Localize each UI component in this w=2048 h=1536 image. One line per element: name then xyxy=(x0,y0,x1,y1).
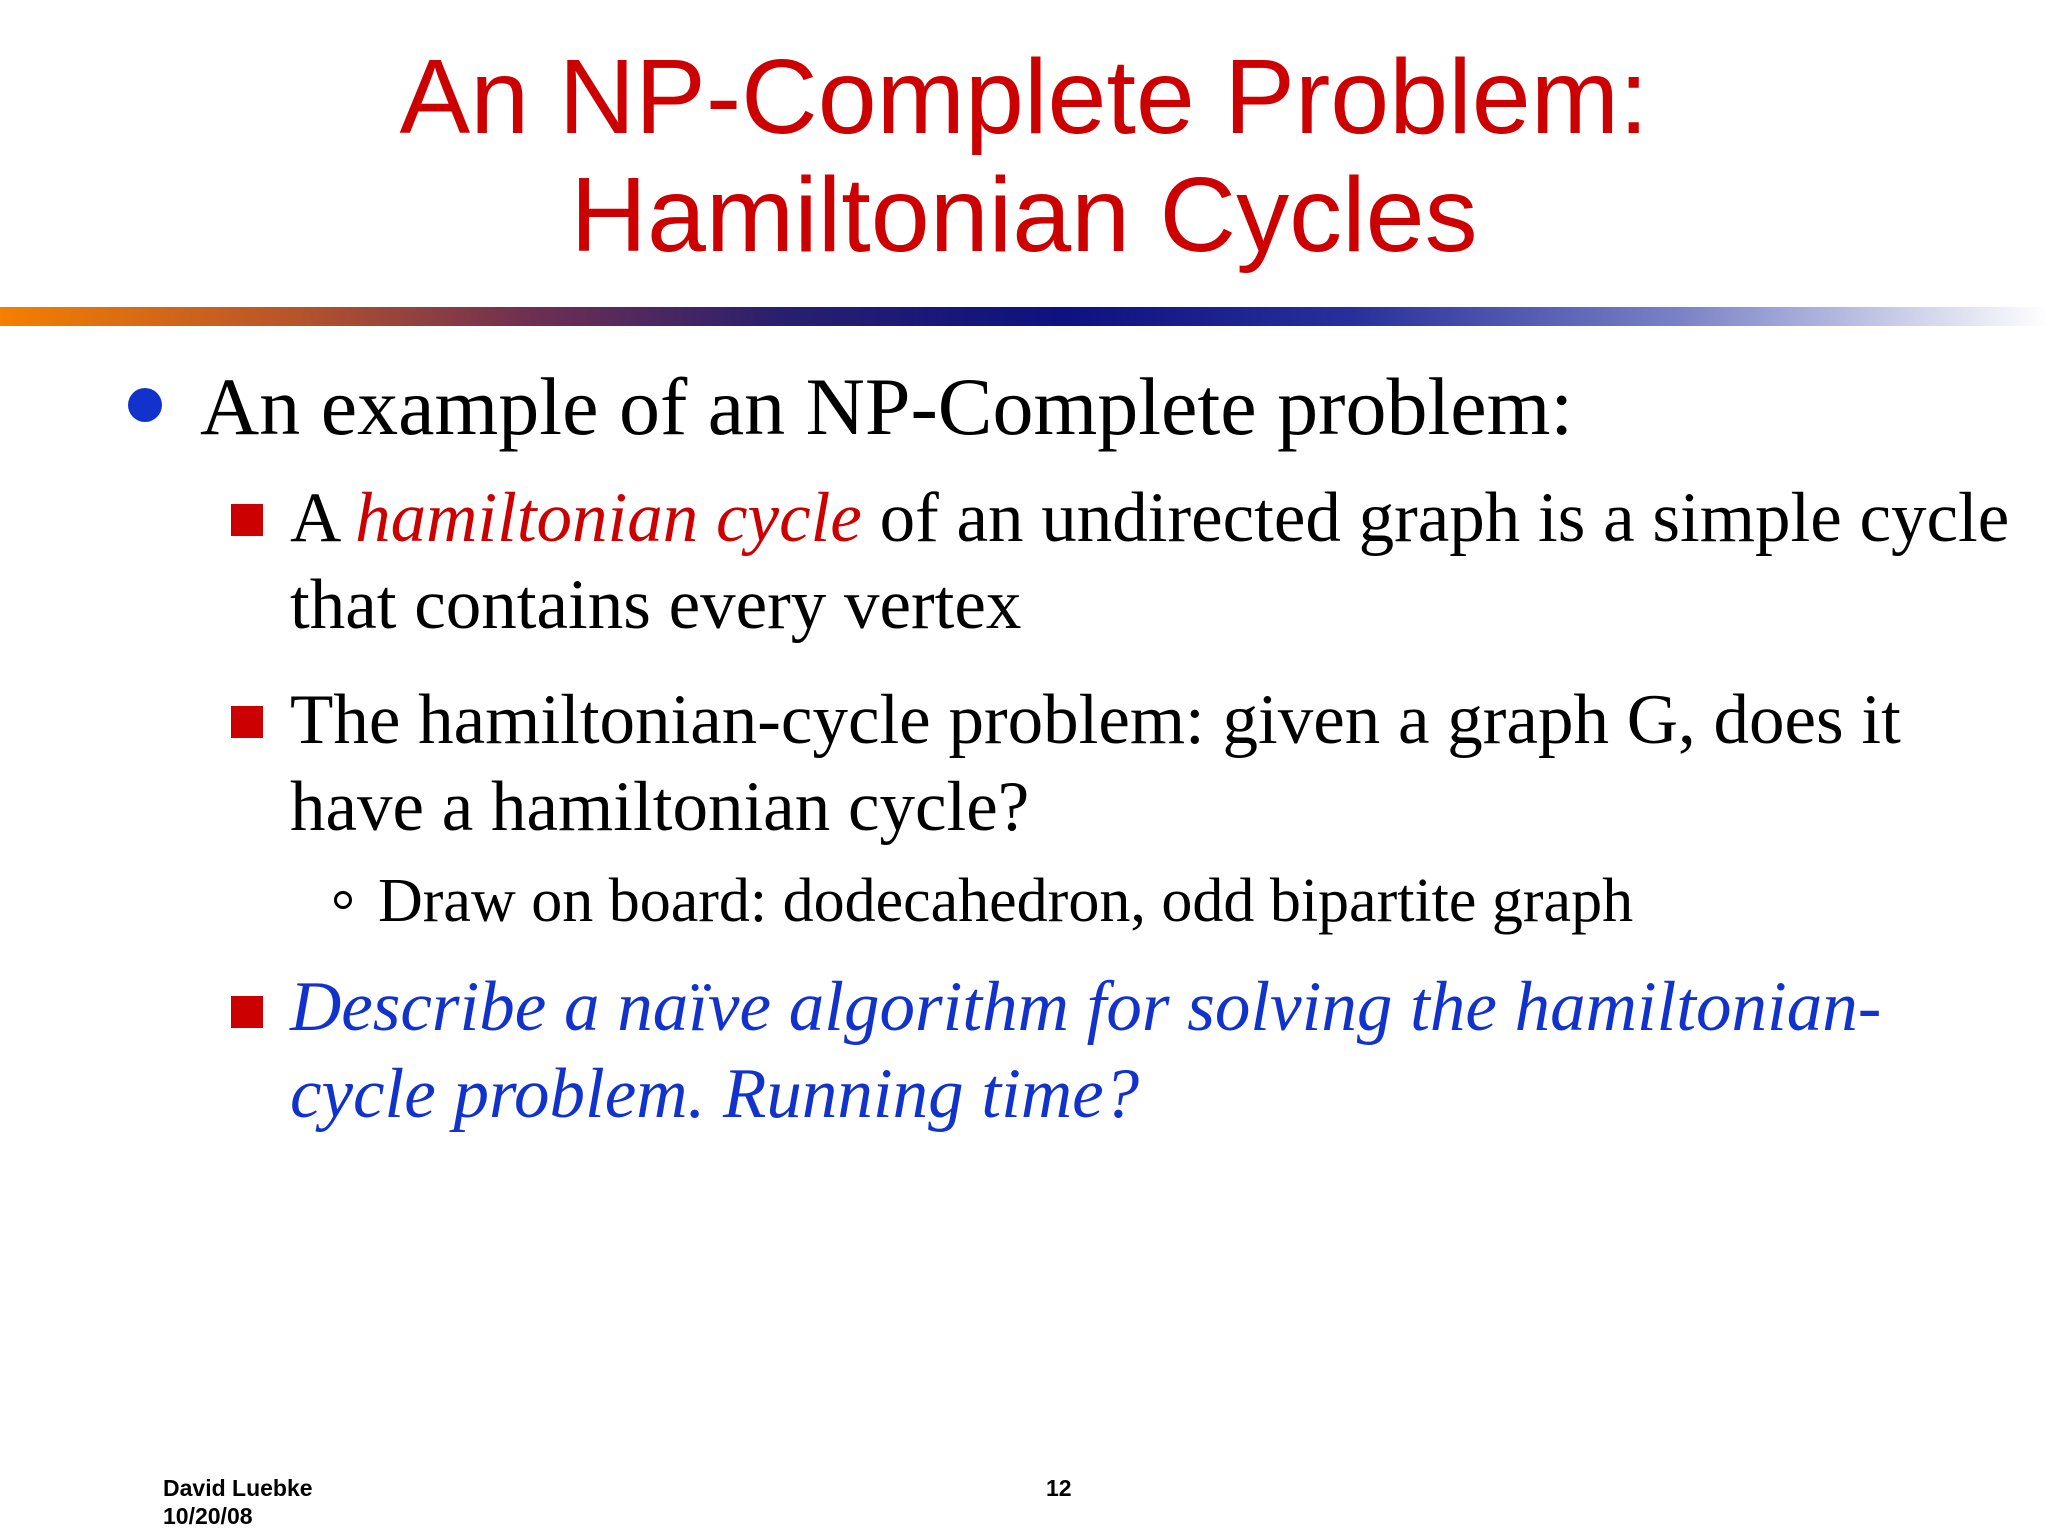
square-bullet-icon xyxy=(231,996,263,1028)
sub-bullet-question: Describe a naïve algorithm for solving the hamiltonian-cycle problem. Running time? xyxy=(290,968,1882,1133)
bullet-level1: An example of an NP-Complete problem: xyxy=(200,361,1574,452)
hollow-circle-bullet-icon xyxy=(334,891,352,909)
title-line-1: An NP-Complete Problem: xyxy=(399,38,1649,156)
title-line-2: Hamiltonian Cycles xyxy=(570,156,1478,274)
footer-date: 10/20/08 xyxy=(163,1503,253,1529)
definition-prefix: A xyxy=(290,479,356,557)
page-number: 12 xyxy=(1046,1475,1072,1501)
definition-suffix: of an undirected graph is a simple cycle that contains every vertex xyxy=(290,479,2010,644)
sub-bullet-problem: The hamiltonian-cycle problem: given a graph G, does it have a hamiltonian cycle? xyxy=(290,681,1901,846)
square-bullet-icon xyxy=(231,706,263,738)
sub-bullet-definition xyxy=(290,475,2010,649)
square-bullet-icon xyxy=(231,504,263,536)
sub-sub-bullet-draw: Draw on board: dodecahedron, odd bipartite graph xyxy=(378,867,1634,935)
footer-author: David Luebke xyxy=(163,1475,313,1501)
definition-term: hamiltonian cycle xyxy=(355,479,862,557)
footer-author-date xyxy=(163,1474,313,1530)
circle-bullet-icon xyxy=(128,388,162,422)
